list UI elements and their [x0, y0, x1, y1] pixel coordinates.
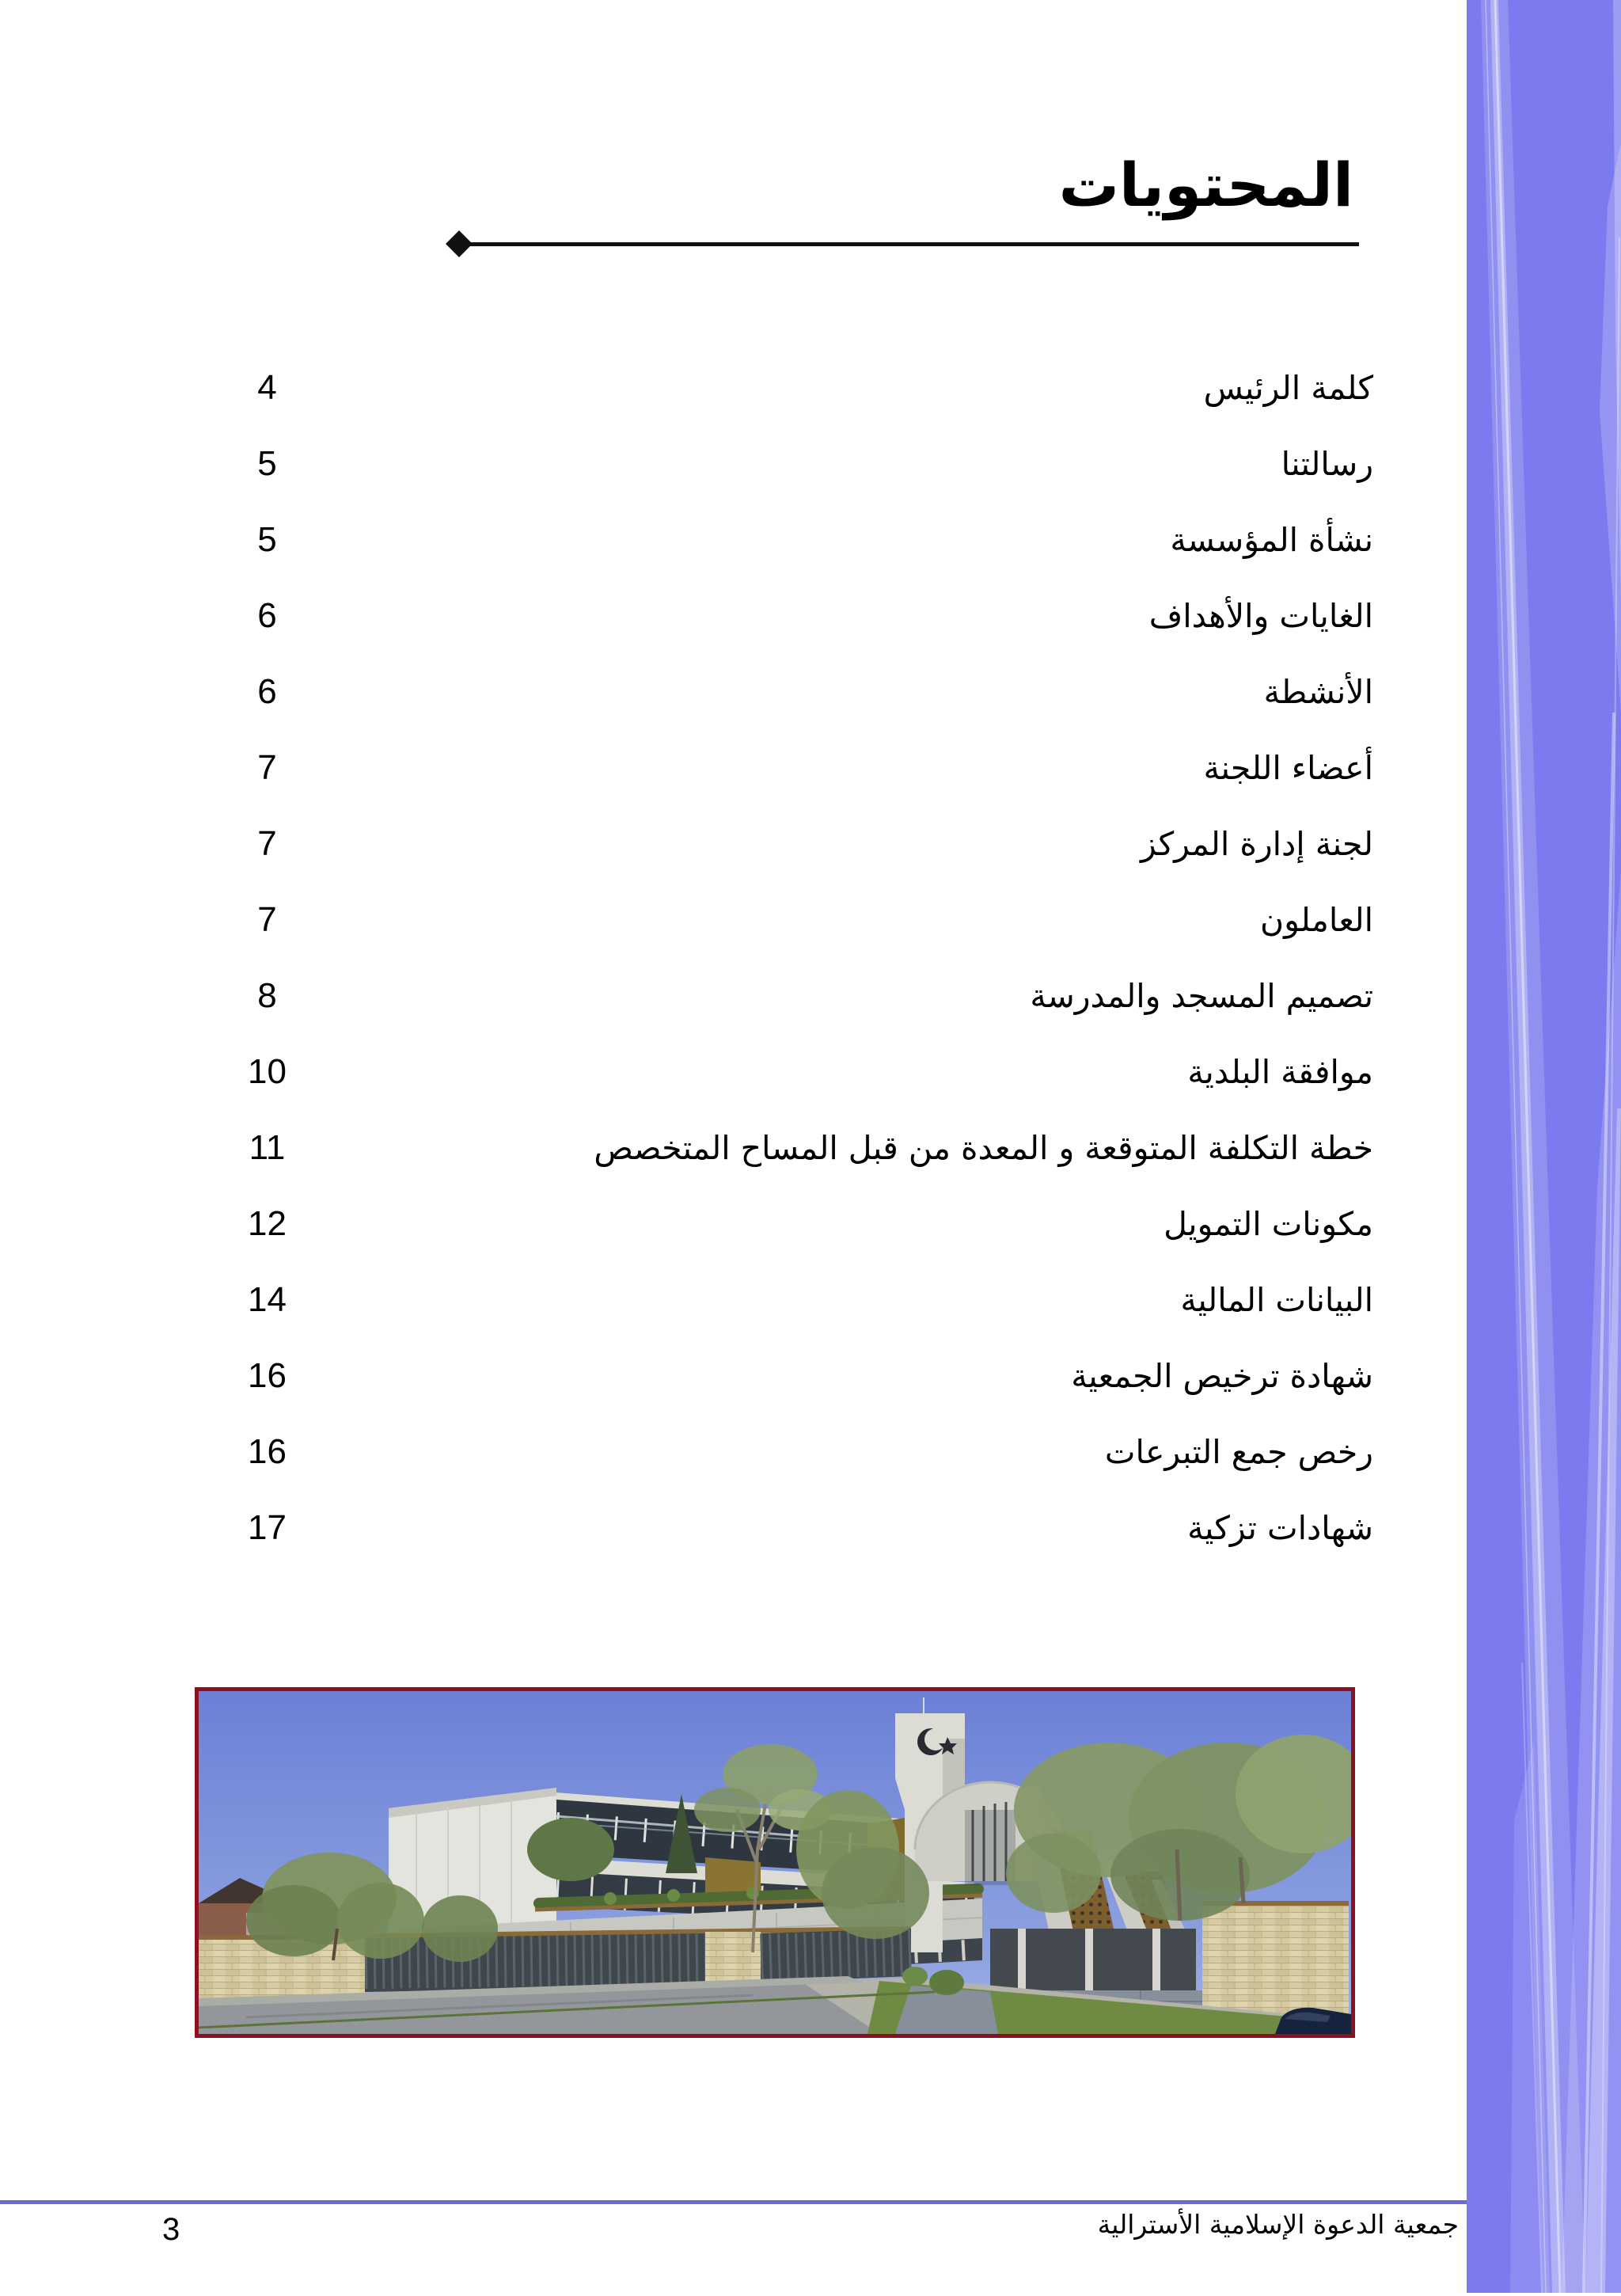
toc-entry-page: 6: [257, 596, 277, 635]
toc-entry: [230, 958, 1373, 1034]
toc-entry-label: الأنشطة: [1263, 673, 1373, 711]
toc-entry: [230, 1034, 1373, 1110]
toc-entry-label: البيانات المالية: [1180, 1281, 1373, 1319]
toc-entry-page: 17: [248, 1508, 287, 1547]
toc-entry-page: 10: [248, 1052, 287, 1091]
toc-entry-page: 7: [257, 900, 277, 939]
toc-entry: [230, 730, 1373, 806]
toc-entry-page: 16: [248, 1356, 287, 1395]
toc-entry-page: 11: [249, 1128, 286, 1167]
toc-entry: [230, 350, 1373, 426]
toc-entry-page: 12: [248, 1204, 287, 1243]
toc-entry-page: 7: [257, 824, 277, 863]
page-title: المحتويات: [1058, 150, 1353, 220]
toc-entry-label: مكونات التمويل: [1164, 1205, 1373, 1243]
toc-entry-page: 6: [257, 672, 277, 711]
toc-entry: [230, 1186, 1373, 1262]
toc-entry-page: 5: [257, 520, 277, 559]
toc-entry-label: خطة التكلفة المتوقعة و المعدة من قبل المساح المتخصص: [594, 1129, 1373, 1167]
mosque-rendering-graphic: [199, 1691, 1351, 2034]
toc-entry: [230, 1110, 1373, 1186]
toc-entry-label: أعضاء اللجنة: [1203, 749, 1373, 787]
toc-entry: [230, 1338, 1373, 1414]
toc-entry-page: 8: [257, 976, 277, 1015]
toc-entry-label: موافقة البلدية: [1187, 1053, 1373, 1091]
toc-entry: [230, 1414, 1373, 1490]
toc-entry-label: تصميم المسجد والمدرسة: [1030, 977, 1373, 1015]
toc-entry: [230, 426, 1373, 502]
toc-entry-label: لجنة إدارة المركز: [1140, 825, 1373, 863]
toc-entry: [230, 1490, 1373, 1566]
decorative-side-band: [1467, 0, 1621, 2293]
toc-entry-page: 14: [248, 1280, 287, 1319]
silk-texture-graphic: [1467, 0, 1621, 2293]
toc-entry-page: 5: [257, 444, 277, 483]
toc-entry-page: 4: [257, 368, 277, 407]
toc-entry: [230, 654, 1373, 730]
toc-entry-page: 16: [248, 1432, 287, 1471]
table-of-contents: [230, 350, 1373, 1566]
toc-entry-label: الغايات والأهداف: [1148, 597, 1373, 635]
toc-entry-label: رخص جمع التبرعات: [1104, 1433, 1373, 1471]
footer-page-number: 3: [162, 2212, 180, 2247]
toc-entry: [230, 806, 1373, 882]
title-rule: [467, 242, 1359, 246]
toc-entry: [230, 882, 1373, 958]
toc-entry-label: شهادة ترخيص الجمعية: [1071, 1357, 1373, 1395]
footer-rule: [0, 2200, 1467, 2204]
toc-entry: [230, 502, 1373, 578]
toc-entry-page: 7: [257, 748, 277, 787]
toc-entry-label: شهادات تزكية: [1187, 1509, 1373, 1547]
mosque-rendering-image: [195, 1687, 1355, 2038]
footer-organization-name: جمعية الدعوة الإسلامية الأسترالية: [1097, 2209, 1459, 2240]
toc-entry-label: العاملون: [1260, 901, 1373, 939]
toc-entry-label: نشأة المؤسسة: [1170, 521, 1373, 559]
toc-entry: [230, 578, 1373, 654]
toc-entry: [230, 1262, 1373, 1338]
toc-entry-label: رسالتنا: [1281, 445, 1373, 483]
toc-entry-label: كلمة الرئيس: [1203, 369, 1373, 407]
